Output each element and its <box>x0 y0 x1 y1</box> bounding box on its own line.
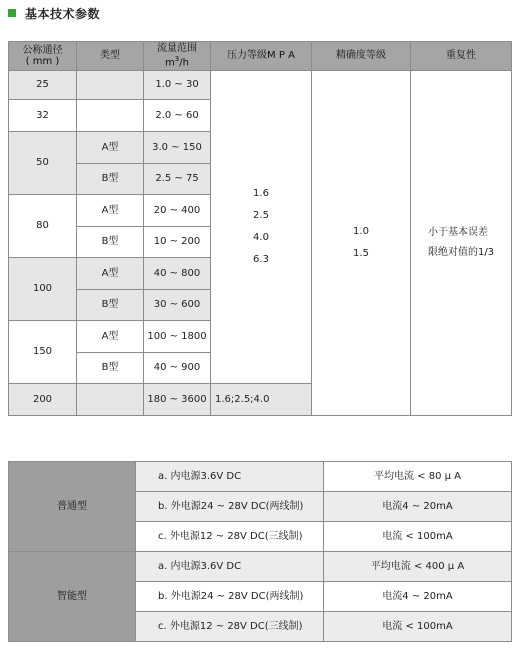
accuracy-cell <box>312 71 411 416</box>
dn-cell: 25 <box>9 71 77 100</box>
type-cell <box>77 384 144 416</box>
current-cell: 平均电流 < 80 μ A <box>324 462 512 492</box>
flow-cell: 1.0 ~ 30 <box>144 71 211 100</box>
group-smart: 智能型 <box>9 552 136 642</box>
dn-cell: 80 <box>9 195 77 258</box>
repeatability-text <box>428 223 494 263</box>
supply-cell: c. 外电源12 ~ 28V DC(三线制) <box>136 522 324 552</box>
header-accuracy: 精确度等级 <box>312 42 411 71</box>
accuracy-level: 1.0 <box>353 226 369 237</box>
supply-cell: b. 外电源24 ~ 28V DC(两线制) <box>136 582 324 612</box>
repeatability-line: 限绝对值的1/3 <box>427 247 495 258</box>
flow-cell: 40 ~ 900 <box>144 353 211 384</box>
pressure-level: 1.6 <box>253 188 269 199</box>
unit-m: m <box>165 57 175 69</box>
current-cell: 电流 < 100mA <box>324 612 512 642</box>
table-row <box>9 462 512 492</box>
repeatability-line: 小于基本误差 <box>427 227 488 238</box>
header-diameter-line2: ( mm ) <box>25 56 60 67</box>
header-diameter <box>9 42 77 71</box>
section-heading <box>8 4 100 22</box>
pressure-list <box>253 183 269 271</box>
accuracy-list <box>353 221 369 265</box>
unit-per-hour: /h <box>179 57 189 69</box>
flow-cell: 2.5 ~ 75 <box>144 164 211 195</box>
spec-header-row <box>9 42 512 71</box>
header-flow <box>144 42 211 71</box>
type-cell <box>77 71 144 100</box>
bullet-square-icon <box>8 9 16 17</box>
type-cell <box>77 100 144 132</box>
power-table <box>8 461 512 642</box>
header-flow-line1: 流量范围 <box>157 43 197 55</box>
header-pressure: 压力等级M P A <box>211 42 312 71</box>
current-cell: 平均电流 < 400 μ A <box>324 552 512 582</box>
pressure-level: 4.0 <box>253 232 269 243</box>
pressure-cell: 1.6;2.5;4.0 <box>211 384 312 416</box>
table-row <box>9 552 512 582</box>
supply-cell: a. 内电源3.6V DC <box>136 462 324 492</box>
flow-cell: 10 ~ 200 <box>144 227 211 258</box>
flow-cell: 20 ~ 400 <box>144 195 211 227</box>
flow-cell: 100 ~ 1800 <box>144 321 211 353</box>
type-cell: B型 <box>77 164 144 195</box>
current-cell: 电流 < 100mA <box>324 522 512 552</box>
pressure-levels-cell <box>211 71 312 384</box>
flow-cell: 2.0 ~ 60 <box>144 100 211 132</box>
header-diameter-line1: 公称通径 <box>22 44 63 56</box>
repeatability-cell <box>411 71 512 416</box>
current-cell: 电流4 ~ 20mA <box>324 492 512 522</box>
dn-cell: 32 <box>9 100 77 132</box>
table-row <box>9 71 512 100</box>
type-cell: B型 <box>77 353 144 384</box>
section-title: 基本技术参数 <box>25 6 101 21</box>
pressure-level: 6.3 <box>253 254 269 265</box>
dn-cell: 150 <box>9 321 77 384</box>
header-type: 类型 <box>77 42 144 71</box>
dn-cell: 200 <box>9 384 77 416</box>
flow-cell: 3.0 ~ 150 <box>144 132 211 164</box>
pressure-level: 2.5 <box>253 210 269 221</box>
current-cell: 电流4 ~ 20mA <box>324 582 512 612</box>
type-cell: A型 <box>77 132 144 164</box>
flow-cell: 30 ~ 600 <box>144 290 211 321</box>
dn-cell: 50 <box>9 132 77 195</box>
supply-cell: b. 外电源24 ~ 28V DC(两线制) <box>136 492 324 522</box>
flow-cell: 180 ~ 3600 <box>144 384 211 416</box>
type-cell: A型 <box>77 258 144 290</box>
dn-cell: 100 <box>9 258 77 321</box>
type-cell: B型 <box>77 227 144 258</box>
header-repeatability: 重复性 <box>411 42 512 71</box>
type-cell: A型 <box>77 195 144 227</box>
unit-cube: 3 <box>174 54 180 63</box>
type-cell: B型 <box>77 290 144 321</box>
supply-cell: a. 内电源3.6V DC <box>136 552 324 582</box>
spec-table <box>8 41 512 416</box>
group-normal: 普通型 <box>9 462 136 552</box>
header-flow-unit <box>144 55 210 69</box>
supply-cell: c. 外电源12 ~ 28V DC(三线制) <box>136 612 324 642</box>
accuracy-level: 1.5 <box>353 248 369 259</box>
type-cell: A型 <box>77 321 144 353</box>
flow-cell: 40 ~ 800 <box>144 258 211 290</box>
